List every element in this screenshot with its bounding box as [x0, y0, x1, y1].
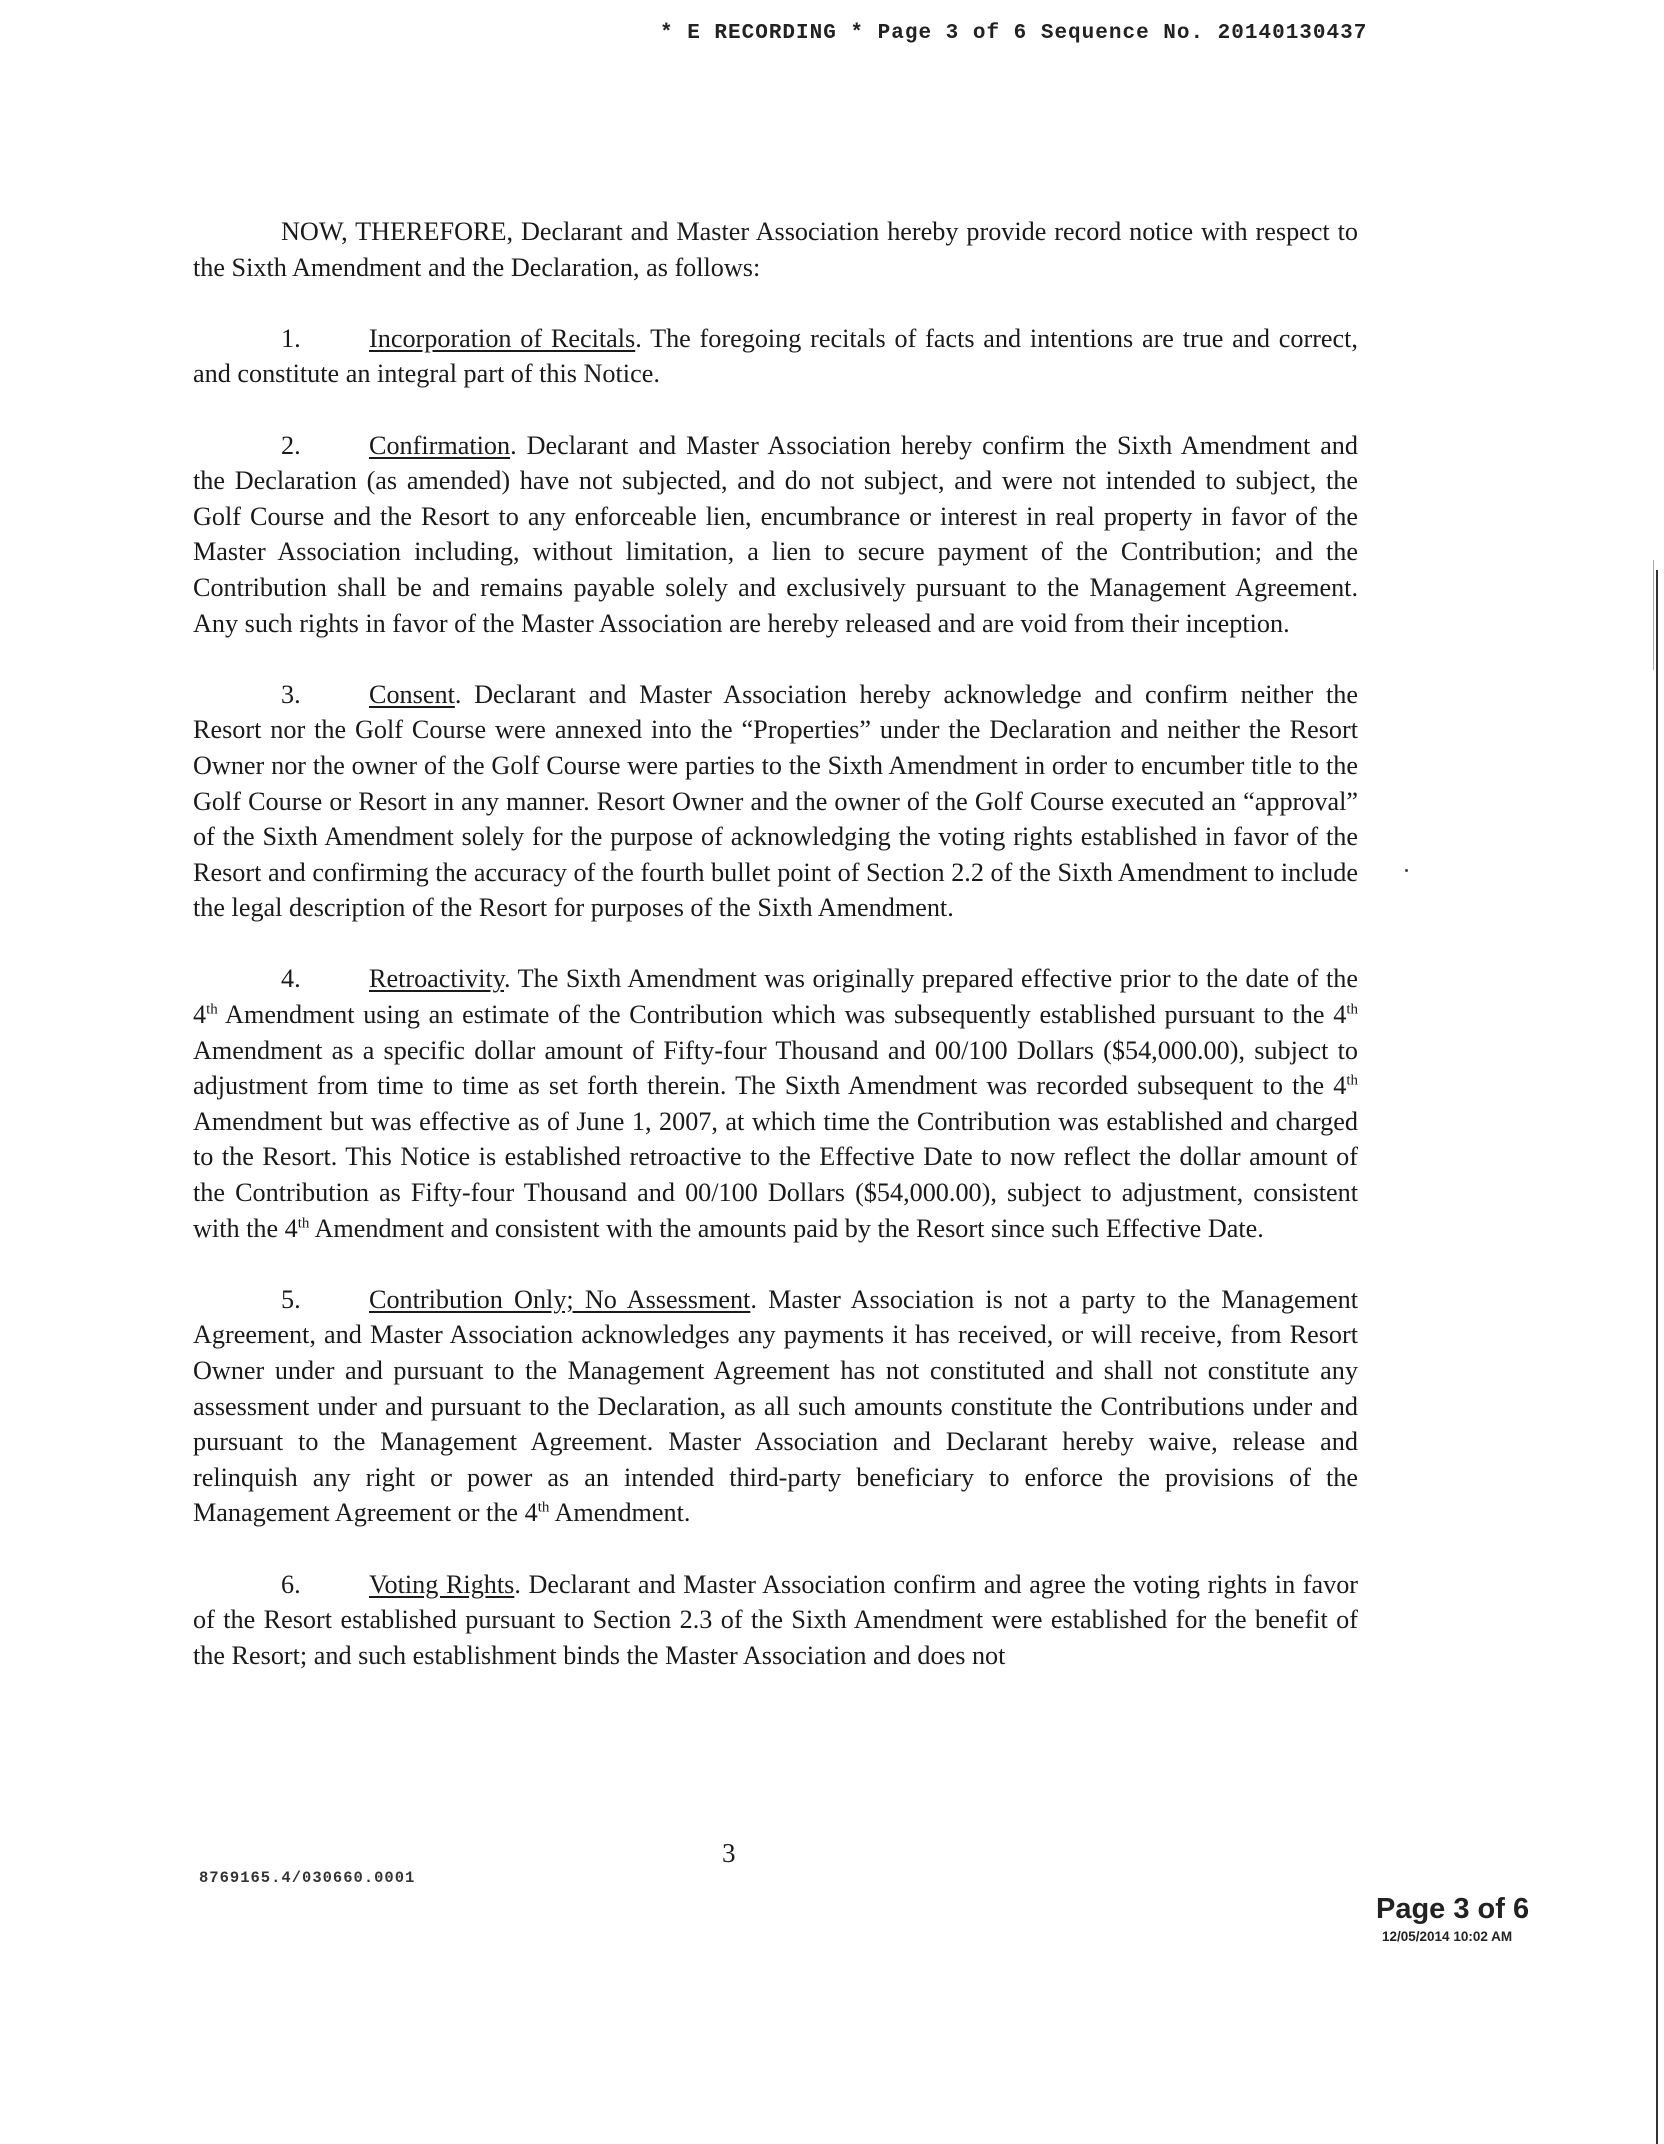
paragraph-heading: Contribution Only; No Assessment [369, 1284, 751, 1314]
paragraph-3 [193, 677, 1358, 926]
scan-speck [1405, 869, 1408, 872]
paragraph-text: Amendment. [549, 1498, 691, 1528]
document-reference: 8769165.4/030660.0001 [199, 1869, 416, 1887]
page-stamp: Page 3 of 6 [1376, 1893, 1530, 1925]
superscript: th [1346, 1001, 1358, 1018]
superscript: th [1346, 1072, 1358, 1089]
paragraph-text: Amendment and consistent with the amounts paid by the Resort since such Effective Date. [309, 1213, 1264, 1243]
recording-header: * E RECORDING * Page 3 of 6 Sequence No. 20140130437 [660, 22, 1368, 45]
paragraph-text: Amendment but was effective as of June 1, 2007, at which time the Contribution was established and charged to the Resort. This Notice is established retroactive to the Effective Date to now reflect the dollar amount of the Contribution as Fifty-four Thousand and 00/100 Dollars ($54,000.00), subject to adjustment, consistent with the 4 [193, 1106, 1358, 1243]
paragraph-text: . Declarant and Master Association hereby acknowledge and confirm neither the Resort nor the Golf Course were annexed into the “Properties” under the Declaration and neither the Resort Owner nor the owner of the Golf Course were parties to the Sixth Amendment in order to encumber title to the Golf Course or Resort in any manner. Resort Owner and the owner of the Golf Course executed an “approval” of the Sixth Amendment solely for the purpose of acknowledging the voting rights established in favor of the Resort and confirming the accuracy of the fourth bullet point of Section 2.2 of the Sixth Amendment to include the legal description of the Resort for purposes of the Sixth Amendment. [193, 679, 1358, 923]
paragraph-heading: Voting Rights [369, 1569, 515, 1599]
paragraph-number: 4. [281, 964, 301, 994]
paragraph-2 [193, 428, 1358, 642]
paragraph-1 [193, 321, 1358, 392]
paragraph-text: . The Sixth Amendment was originally prepared effective prior to the date of the 4 [193, 964, 1358, 1030]
paragraph-text: . Master Association is not a party to the Management Agreement, and Master Association acknowledges any payments it has received, or will receive, from Resort Owner under and pursuant to the Management Agreement has not constituted and shall not constitute any assessment under and pursuant to the Declaration, as all such amounts constitute the Contributions under and pursuant to the Management Agreement. Master Association and Declarant hereby waive, release and relinquish any right or power as an intended third-party beneficiary to enforce the provisions of the Management Agreement or the 4 [193, 1284, 1358, 1528]
intro-paragraph: NOW, THEREFORE, Declarant and Master Association hereby provide record notice with respect to the Sixth Amendment and the Declaration, as follows: [193, 217, 1358, 282]
paragraph-5 [193, 1282, 1358, 1531]
superscript: th [206, 1001, 218, 1018]
paragraph-number: 6. [281, 1569, 301, 1599]
paragraph-heading: Retroactivity [369, 964, 505, 994]
paragraph-heading: Incorporation of Recitals [369, 323, 636, 353]
paragraph-heading: Consent [369, 679, 455, 709]
superscript: th [297, 1214, 310, 1231]
paragraph-text: . The foregoing recitals of facts and intentions are true and correct, and constitute an integral part of this Notice. [193, 323, 1358, 389]
superscript: th [537, 1499, 550, 1516]
paragraph-text: Amendment as a specific dollar amount of Fifty-four Thousand and 00/100 Dollars ($54,000.00), subject to adjustment from time to time as set forth therein. The Sixth Amendment was recorded subsequent to the 4 [193, 1035, 1358, 1101]
paragraph-text: . Declarant and Master Association hereby confirm the Sixth Amendment and the Declaration (as amended) have not subjected, and do not subject, and were not intended to subject, the Golf Course and the Resort to any enforceable lien, encumbrance or interest in real property in favor of the Master Association including, without limitation, a lien to secure payment of the Contribution; and the Contribution shall be and remains payable solely and exclusively pursuant to the Management Agreement. Any such rights in favor of the Master Association are hereby released and are void from their inception. [193, 430, 1358, 638]
page-number: 3 [722, 1838, 736, 1868]
paragraph-text: Amendment using an estimate of the Contribution which was subsequently established pursuant to the 4 [217, 1000, 1347, 1030]
paragraph-number: 1. [281, 323, 301, 353]
scan-edge-line [1656, 570, 1658, 2144]
document-body [193, 214, 1358, 1673]
scan-edge-faint-line [1653, 560, 1654, 670]
paragraph-number: 2. [281, 430, 301, 460]
paragraph-number: 3. [281, 679, 301, 709]
paragraph-text: . Declarant and Master Association confirm and agree the voting rights in favor of the Resort established pursuant to Section 2.3 of the Sixth Amendment were established for the benefit of the Resort; and such establishment binds the Master Association and does not [193, 1569, 1359, 1670]
stamp-datetime: 12/05/2014 10:02 AM [1382, 1929, 1513, 1944]
paragraph-4 [193, 961, 1358, 1246]
paragraph-heading: Confirmation [369, 430, 511, 460]
paragraph-number: 5. [281, 1284, 301, 1314]
paragraph-6 [193, 1567, 1358, 1674]
